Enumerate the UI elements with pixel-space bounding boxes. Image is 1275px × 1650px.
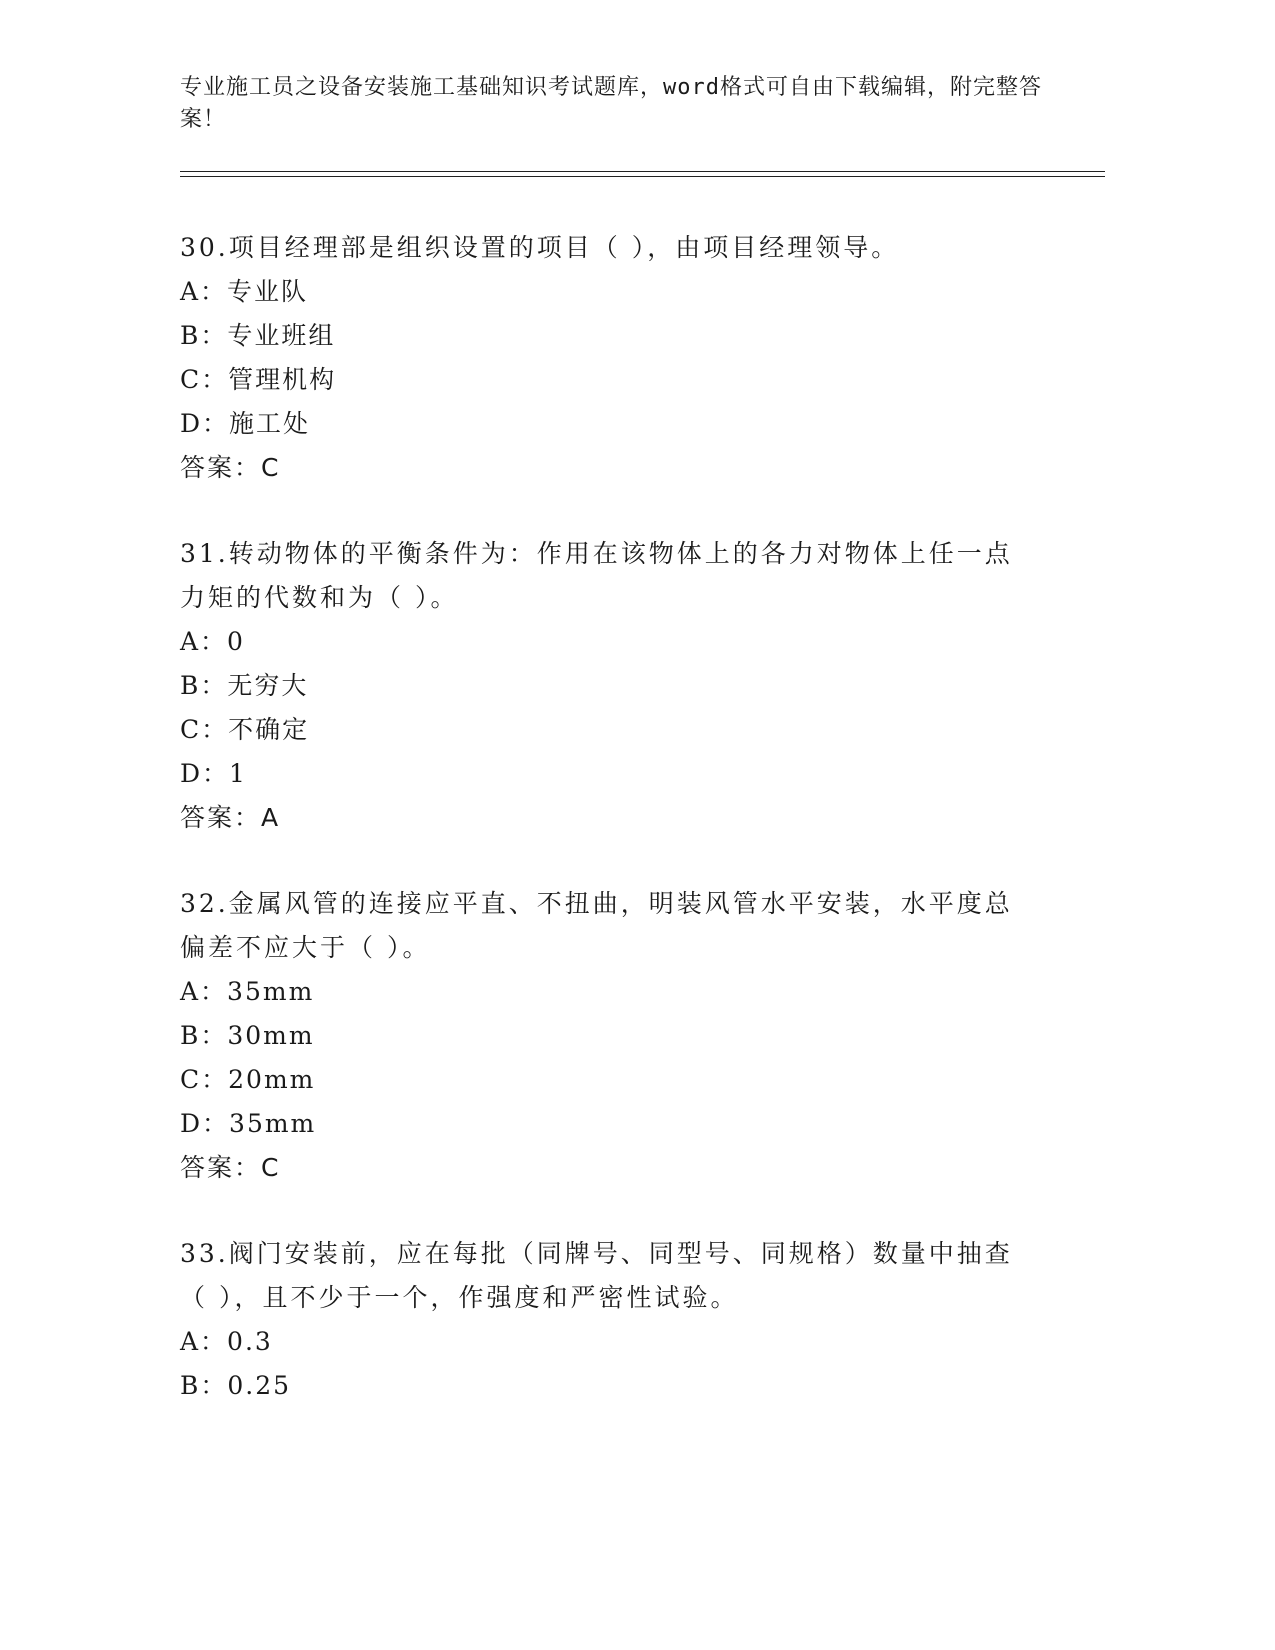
option-c: C：不确定 [180, 715, 310, 744]
option-d: D：35mm [180, 1109, 317, 1138]
question-stem: 31.转动物体的平衡条件为：作用在该物体上的各力对物体上任一点力矩的代数和为（ ）。 [180, 539, 1013, 612]
option-a: A：专业队 [180, 277, 309, 306]
header-divider-top [180, 171, 1105, 172]
option-a: A：35mm [180, 977, 315, 1006]
question-stem: 30.项目经理部是组织设置的项目（ ），由项目经理领导。 [180, 233, 900, 262]
option-b: B：无穷大 [180, 671, 309, 700]
answer: 答案：C [180, 1153, 281, 1182]
question-stem: 32.金属风管的连接应平直、不扭曲，明装风管水平安装，水平度总偏差不应大于（ ）。 [180, 889, 1013, 962]
question-list [180, 226, 1040, 1450]
header-divider-bottom [180, 176, 1105, 177]
option-a: A：0.3 [180, 1327, 273, 1356]
option-d: D：1 [180, 759, 247, 788]
option-b: B：专业班组 [180, 321, 336, 350]
option-c: C：20mm [180, 1065, 316, 1094]
question-stem: 33.阀门安装前，应在每批（同牌号、同型号、同规格）数量中抽查（ ），且不少于一个，作强度和严密性试验。 [180, 1239, 1013, 1312]
option-b: B：30mm [180, 1021, 315, 1050]
option-c: C：管理机构 [180, 365, 337, 394]
option-d: D：施工处 [180, 409, 311, 438]
question-32 [180, 882, 1040, 1190]
question-33 [180, 1232, 1040, 1408]
answer: 答案：A [180, 803, 281, 832]
answer: 答案：C [180, 453, 281, 482]
question-30 [180, 226, 1040, 490]
question-31 [180, 532, 1040, 840]
page-header: 专业施工员之设备安装施工基础知识考试题库，word格式可自由下载编辑，附完整答案！ [180, 75, 1042, 132]
option-a: A：0 [180, 627, 245, 656]
option-b: B：0.25 [180, 1371, 292, 1400]
